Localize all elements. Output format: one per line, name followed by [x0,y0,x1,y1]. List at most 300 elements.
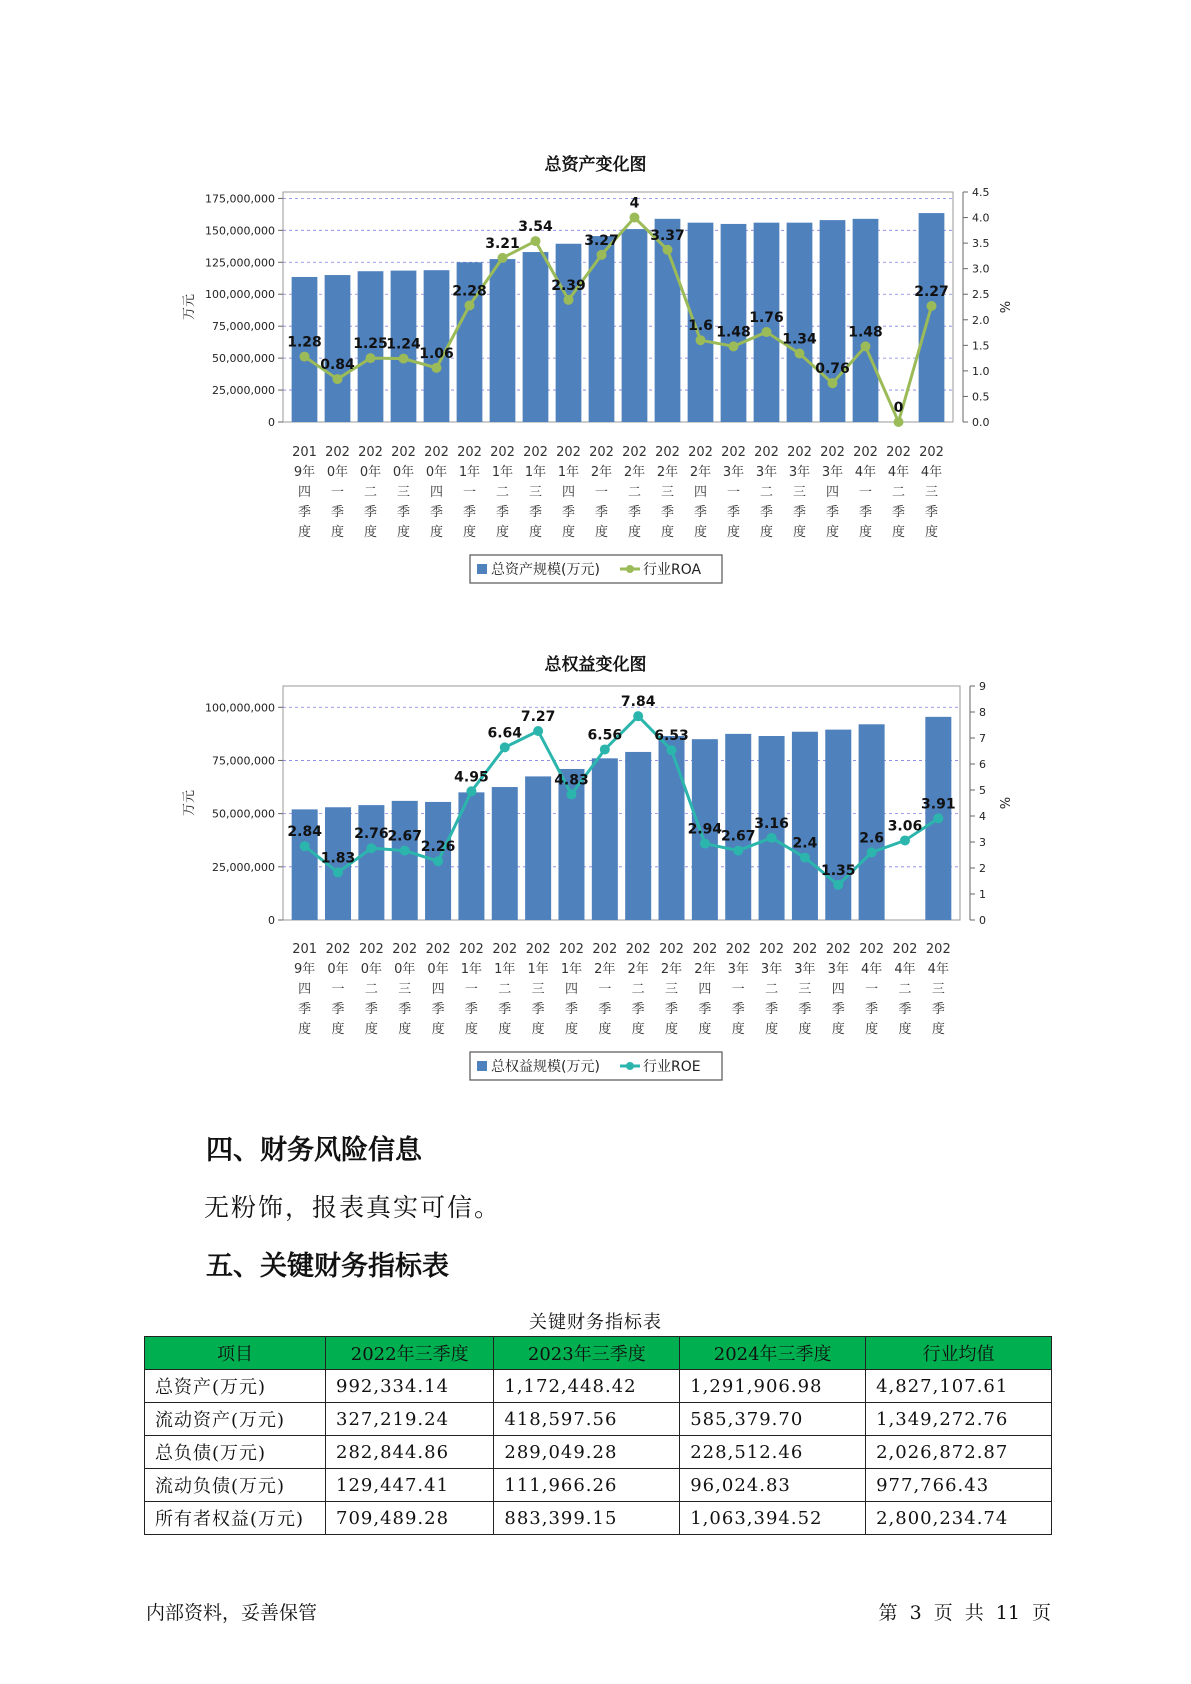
x-tick-label: 度 [598,1022,612,1037]
x-tick-label: 1年 [524,465,547,480]
x-tick-label: 202 [859,942,885,957]
equity-chart [0,600,1191,1100]
y2-tick-label: 2.5 [972,288,990,302]
bar [523,252,549,422]
line-point [498,253,508,263]
cell: 4,827,107.61 [866,1370,1052,1403]
x-tick-label: 3年 [788,465,811,480]
legend-swatch-bar [477,564,487,574]
assets-chart [0,0,1191,600]
cell: 709,489.28 [326,1502,494,1535]
x-tick-label: 202 [325,942,351,957]
y-tick-label: 0 [268,416,275,429]
x-tick-label: 度 [798,1022,812,1037]
cell: 418,597.56 [494,1403,680,1436]
x-tick-label: 202 [425,942,451,957]
legend-label-bar: 总资产规模(万元) [491,562,600,578]
cell: 1,172,448.42 [494,1370,680,1403]
section4-title: 四、财务风险信息 [206,1135,422,1166]
y2-tick-label: 1.5 [972,339,990,353]
x-tick-label: 202 [721,445,746,460]
data-label: 1.28 [287,334,322,351]
x-tick-label: 三 [396,485,411,500]
x-tick-label: 季 [495,505,510,520]
y-tick-label: 175,000,000 [205,192,275,206]
data-label: 7.27 [520,708,556,725]
x-tick-label: 度 [297,525,312,540]
line-point [466,786,476,796]
x-tick-label: 202 [525,942,551,957]
x-tick-label: 三 [531,982,545,997]
header-2022: 2022年三季度 [326,1337,494,1370]
y-tick-label: 75,000,000 [212,320,275,334]
line-point [432,363,442,373]
cell: 883,399.15 [494,1502,680,1535]
x-tick-label: 二 [759,485,774,500]
bar [859,724,885,920]
x-tick-label: 202 [523,445,548,460]
x-tick-label: 202 [424,445,449,460]
data-label: 6.64 [487,725,523,742]
bar [325,275,351,422]
y2-tick-label: 1 [979,888,986,901]
bar [625,752,651,920]
x-tick-label: 度 [298,1022,312,1037]
x-tick-label: 度 [765,1022,779,1037]
x-tick-label: 度 [792,525,807,540]
bar [787,223,813,422]
bar [358,805,384,920]
x-tick-label: 季 [792,505,807,520]
bar [490,259,516,422]
x-tick-label: 202 [492,942,518,957]
x-tick-label: 202 [622,445,647,460]
x-tick-label: 202 [391,445,416,460]
y2-tick-label: 8 [979,706,986,719]
cell: 977,766.43 [866,1469,1052,1502]
data-label: 2.27 [914,283,949,300]
cell: 1,349,272.76 [866,1403,1052,1436]
data-label: 1.34 [782,331,817,348]
data-label: 1.48 [848,324,883,341]
line-point [600,744,610,754]
legend-label-line: 行业ROE [643,1059,701,1075]
line-point [597,250,607,260]
x-tick-label: 季 [297,505,312,520]
x-tick-label: 度 [693,525,708,540]
x-tick-label: 4年 [860,962,883,977]
x-tick-label: 度 [495,525,510,540]
line-point [633,711,643,721]
y-tick-label: 75,000,000 [212,754,275,768]
x-tick-label: 度 [431,1022,445,1037]
x-tick-label: 季 [564,1002,578,1017]
x-tick-label: 四 [429,485,444,500]
x-tick-label: 1年 [494,962,516,977]
data-label: 2.84 [287,824,322,841]
x-tick-label: 季 [858,505,873,520]
x-tick-label: 一 [726,485,741,500]
data-label: 3.91 [921,796,956,813]
x-tick-label: 3年 [755,465,778,480]
bar [825,730,851,920]
data-label: 2.94 [687,821,723,838]
x-tick-label: 四 [298,982,312,997]
data-label: 3.16 [754,815,789,832]
line-point [399,354,409,364]
x-tick-label: 201 [292,942,318,957]
y-tick-label: 125,000,000 [205,256,275,270]
cell: 所有者权益(万元) [145,1502,326,1535]
line-point [927,301,937,311]
line-point [700,839,710,849]
y2-tick-label: 4 [979,810,986,823]
y-tick-label: 50,000,000 [212,807,275,821]
x-tick-label: 度 [865,1022,879,1037]
x-tick-label: 202 [358,942,384,957]
line-point [300,841,310,851]
x-tick-label: 度 [759,525,774,540]
x-tick-label: 季 [891,505,906,520]
line-point [300,352,310,362]
line-point [366,353,376,363]
x-tick-label: 202 [925,942,951,957]
x-tick-label: 1年 [560,962,583,977]
x-tick-label: 二 [631,982,645,997]
x-tick-label: 三 [665,982,679,997]
x-tick-label: 度 [429,525,444,540]
x-tick-label: 2年 [694,962,716,977]
x-tick-label: 度 [464,1022,478,1037]
x-tick-label: 度 [825,525,840,540]
x-tick-label: 度 [660,525,675,540]
legend-swatch-bar [477,1061,487,1071]
x-tick-label: 202 [459,942,484,957]
data-label: 4.83 [554,772,589,789]
x-tick-label: 0年 [425,465,448,480]
x-tick-label: 2年 [689,465,712,480]
x-tick-label: 度 [627,525,642,540]
cell: 129,447.41 [326,1469,494,1502]
data-label: 6.53 [654,728,689,745]
x-tick-label: 度 [498,1022,512,1037]
bar [492,787,518,920]
x-tick-label: 度 [528,525,543,540]
x-tick-label: 一 [594,485,609,500]
line-point [333,867,343,877]
data-label: 2.39 [551,277,586,294]
x-tick-label: 三 [528,485,543,500]
data-label: 3.21 [485,235,520,252]
data-label: 7.84 [620,694,656,711]
x-tick-label: 202 [490,445,515,460]
x-tick-label: 二 [364,982,378,997]
x-tick-label: 四 [561,485,576,500]
data-label: 0 [893,400,904,416]
x-tick-label: 季 [825,505,840,520]
x-tick-label: 度 [531,1022,545,1037]
bar [721,224,747,422]
y2-tick-label: 4.0 [972,211,990,225]
cell: 总资产(万元) [145,1370,326,1403]
bar [820,220,846,422]
line-point [533,726,543,736]
x-tick-label: 4年 [887,465,910,480]
x-tick-label: 202 [392,942,418,957]
x-tick-label: 度 [564,1022,578,1037]
legend-label-line: 行业ROA [643,562,702,578]
x-tick-label: 季 [498,1002,512,1017]
line-point [795,349,805,359]
cell: 2,800,234.74 [866,1502,1052,1535]
x-tick-label: 季 [298,1002,312,1017]
x-tick-label: 一 [464,982,478,997]
x-tick-label: 一 [858,485,873,500]
x-tick-label: 一 [330,485,345,500]
table-header-row [145,1337,1052,1370]
x-tick-label: 0年 [360,962,383,977]
x-tick-label: 季 [631,1002,645,1017]
bar [659,736,685,920]
line-point [465,300,475,310]
x-tick-label: 季 [698,1002,712,1017]
x-tick-label: 二 [363,485,378,500]
x-tick-label: 季 [594,505,609,520]
x-tick-label: 四 [825,485,840,500]
x-tick-label: 三 [398,982,412,997]
x-tick-label: 202 [688,445,713,460]
x-tick-label: 3年 [727,962,749,977]
x-tick-label: 季 [731,1002,745,1017]
y2-tick-label: 6 [979,758,986,771]
x-tick-label: 季 [898,1002,912,1017]
y-tick-label: 100,000,000 [205,288,275,302]
bar [919,213,945,422]
header-2023: 2023年三季度 [494,1337,680,1370]
y-axis-label: 万元 [182,293,197,321]
x-tick-label: 1年 [460,962,483,977]
x-tick-label: 度 [594,525,609,540]
line-point [630,213,640,223]
line-point [564,295,574,305]
x-tick-label: 202 [754,445,779,460]
bar [525,776,551,920]
table-row [145,1436,1052,1469]
x-tick-label: 度 [364,1022,378,1037]
x-tick-label: 度 [462,525,477,540]
x-tick-label: 二 [898,982,912,997]
x-tick-label: 202 [655,445,680,460]
data-label: 1.25 [353,336,388,353]
x-tick-label: 二 [765,982,779,997]
y-tick-label: 0 [268,914,275,927]
x-tick-label: 202 [853,445,878,460]
y-axis-label: 万元 [182,789,197,817]
x-tick-label: 202 [625,942,651,957]
cell: 流动负债(万元) [145,1469,326,1502]
cell: 2,026,872.87 [866,1436,1052,1469]
x-tick-label: 四 [431,982,445,997]
data-label: 6.56 [587,727,623,744]
x-tick-label: 202 [725,942,751,957]
x-tick-label: 季 [924,505,939,520]
x-tick-label: 1年 [458,465,481,480]
x-tick-label: 4年 [894,962,916,977]
x-tick-label: 0年 [326,465,349,480]
line-point [566,789,576,799]
x-tick-label: 度 [898,1022,912,1037]
section5-title: 五、关键财务指标表 [206,1251,449,1282]
x-tick-label: 度 [931,1022,945,1037]
bar [589,236,615,422]
bar [725,734,751,920]
line-point [828,378,838,388]
x-tick-label: 季 [798,1002,812,1017]
x-tick-label: 2年 [656,465,679,480]
cell: 992,334.14 [326,1370,494,1403]
x-tick-label: 季 [331,1002,345,1017]
x-tick-label: 0年 [394,962,416,977]
line-point [800,853,810,863]
x-tick-label: 202 [325,445,350,460]
data-label: 3.54 [518,219,553,236]
line-point [400,846,410,856]
table-row [145,1469,1052,1502]
financial-table [144,1336,1052,1535]
data-label: 1.6 [688,318,713,335]
line-point [833,880,843,890]
cell: 总负债(万元) [145,1436,326,1469]
x-tick-label: 季 [531,1002,545,1017]
data-label: 1.24 [386,336,421,353]
data-label: 1.83 [320,850,356,867]
x-tick-label: 二 [627,485,642,500]
cell: 327,219.24 [326,1403,494,1436]
cell: 96,024.83 [680,1469,866,1502]
x-tick-label: 1年 [491,465,514,480]
x-tick-label: 季 [364,1002,378,1017]
data-label: 2.4 [792,835,818,852]
x-tick-label: 度 [561,525,576,540]
bar [853,219,879,422]
section4-text: 无粉饰，报表真实可信。 [204,1193,502,1222]
x-tick-label: 四 [698,982,712,997]
x-tick-label: 度 [330,525,345,540]
x-tick-label: 度 [831,1022,845,1037]
y2-tick-label: 2 [979,862,986,875]
x-tick-label: 202 [919,445,944,460]
x-tick-label: 一 [462,485,477,500]
x-tick-label: 度 [858,525,873,540]
x-tick-label: 3年 [827,962,849,977]
data-label: 3.37 [650,227,685,244]
x-tick-label: 9年 [293,465,316,480]
plot-area [283,686,960,920]
y2-tick-label: 0 [979,914,986,927]
legend-label-bar: 总权益规模(万元) [491,1059,600,1075]
x-tick-label: 3年 [794,962,816,977]
x-tick-label: 三 [931,982,945,997]
x-tick-label: 202 [692,942,718,957]
x-tick-label: 季 [396,505,411,520]
x-tick-label: 季 [693,505,708,520]
data-label: 0.84 [320,357,355,374]
x-tick-label: 季 [561,505,576,520]
x-tick-label: 季 [429,505,444,520]
data-label: 2.6 [859,830,885,847]
x-tick-label: 202 [787,445,812,460]
bar [622,229,648,422]
table-caption: 关键财务指标表 [529,1312,662,1333]
x-tick-label: 季 [865,1002,879,1017]
data-label: 3.06 [887,818,923,835]
line-point [867,847,877,857]
y2-tick-label: 0.5 [972,390,990,404]
x-tick-label: 度 [398,1022,412,1037]
data-label: 1.48 [716,324,751,341]
x-tick-label: 度 [924,525,939,540]
x-tick-label: 季 [660,505,675,520]
x-tick-label: 一 [331,982,345,997]
cell: 585,379.70 [680,1403,866,1436]
x-tick-label: 一 [598,982,612,997]
x-tick-label: 度 [396,525,411,540]
x-tick-label: 202 [592,942,618,957]
cell: 111,966.26 [494,1469,680,1502]
x-tick-label: 2年 [627,962,649,977]
data-label: 2.67 [387,828,422,845]
x-tick-label: 三 [798,982,812,997]
table-row [145,1370,1052,1403]
x-tick-label: 四 [831,982,845,997]
x-tick-label: 季 [931,1002,945,1017]
x-tick-label: 2年 [660,962,683,977]
x-tick-label: 202 [659,942,684,957]
y-tick-label: 25,000,000 [212,384,275,398]
x-tick-label: 季 [627,505,642,520]
y2-tick-label: 3 [979,836,986,849]
y-tick-label: 150,000,000 [205,224,275,238]
y2-axis-label: % [996,796,1011,810]
x-tick-label: 3年 [760,962,783,977]
chart2-title: 总权益变化图 [544,655,647,675]
data-label: 4 [629,195,640,212]
legend-swatch-point [626,565,634,573]
x-tick-label: 季 [598,1002,612,1017]
cell: 流动资产(万元) [145,1403,326,1436]
x-tick-label: 202 [457,445,482,460]
x-tick-label: 一 [731,982,745,997]
x-tick-label: 度 [665,1022,679,1037]
line-point [663,245,673,255]
cell: 1,063,394.52 [680,1502,866,1535]
x-tick-label: 2年 [590,465,613,480]
data-label: 2.28 [452,283,487,300]
x-tick-label: 2年 [594,962,616,977]
y-tick-label: 25,000,000 [212,860,275,874]
line-point [667,745,677,755]
x-tick-label: 202 [892,942,918,957]
bar [792,732,818,920]
x-tick-label: 3年 [722,465,745,480]
table-row [145,1502,1052,1535]
x-tick-label: 二 [498,982,512,997]
x-tick-label: 度 [698,1022,712,1037]
x-tick-label: 202 [820,445,845,460]
line-point [500,742,510,752]
page-number: 第 3 页 共 11 页 [878,1602,1051,1624]
x-tick-label: 0年 [327,962,349,977]
